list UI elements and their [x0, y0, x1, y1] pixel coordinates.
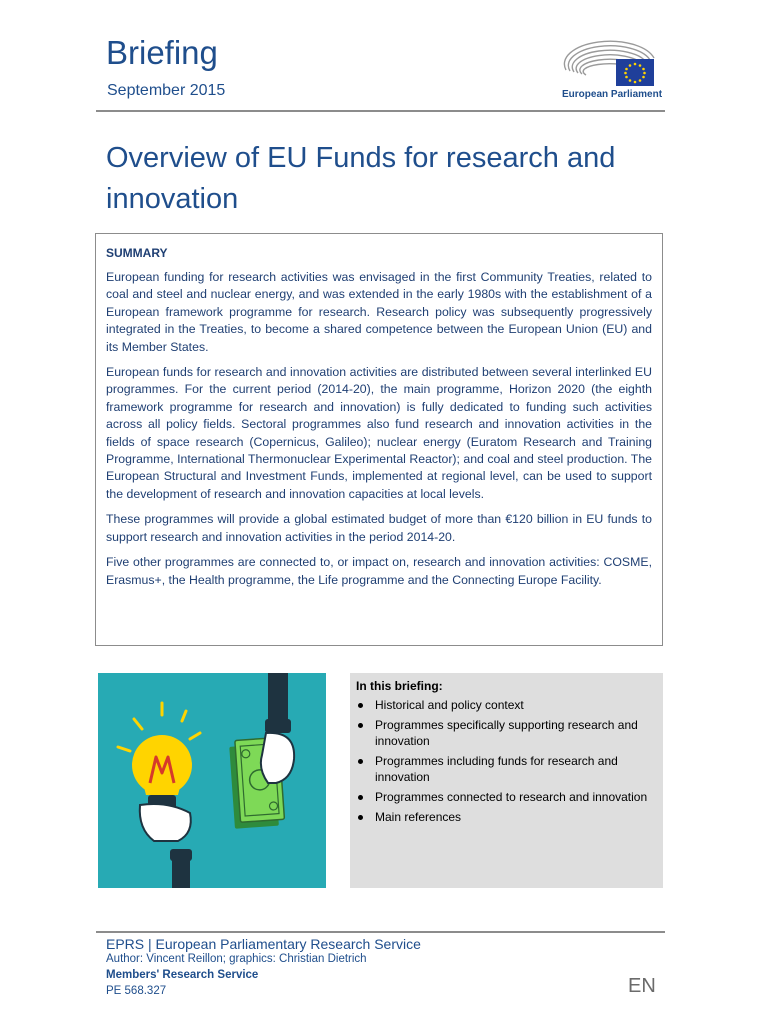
in-this-briefing-box	[350, 673, 663, 888]
toc-item	[356, 697, 655, 713]
footer-reference-number: PE 568.327	[106, 985, 167, 997]
bullet-icon	[358, 759, 363, 764]
footer-service-name: EPRS | European Parliamentary Research Service	[106, 936, 421, 952]
footer-author: Author: Vincent Reillon; graphics: Christian Dietrich	[106, 953, 367, 965]
summary-paragraph: European funding for research activities was envisaged in the first Community Treaties, related to coal and steel and nuclear energy, and was extended in the early 1980s with the establishment of a European framework programme for research. Research policy was subsequently progressively integrated in the Treaties, to become a shared competence between the European Union (EU) and its Member States.	[106, 270, 652, 354]
document-type: Briefing	[106, 34, 218, 71]
footer-unit: Members' Research Service	[106, 969, 259, 981]
summary-heading: SUMMARY	[106, 246, 168, 260]
logo-caption: European Parliament	[562, 89, 663, 100]
bullet-icon	[358, 795, 363, 800]
bullet-icon	[358, 703, 363, 708]
toc-item-label: Programmes specifically supporting research and innovation	[375, 718, 638, 748]
illustration-lightbulb-money	[98, 673, 326, 888]
summary-paragraph: These programmes will provide a global estimated budget of more than €120 billion in EU funds to support research and innovation activities in the period 2014-20.	[106, 512, 652, 544]
toc-item	[356, 789, 655, 805]
toc-item-label: Programmes connected to research and innovation	[375, 790, 648, 804]
footer-divider	[96, 931, 665, 933]
toc-item-label: Programmes including funds for research and innovation	[375, 754, 618, 784]
toc-item	[356, 753, 655, 785]
summary-paragraph: European funds for research and innovation activities are distributed between several interlinked EU programmes. For the current period (2014-20), the main programme, Horizon 2020 (the eighth framework programme for research and innovation) is fully dedicated to funding such activities across all policy fields. Sectoral programmes also fund research and innovation activities in the fields of space research (Copernicus, Galileo); nuclear energy (Euratom Research and Training Programme, International Thermonuclear Experimental Reactor); and coal and steel production. The European Structural and Investment Funds, implemented at regional level, can be used to support the development of research and innovation capacities at local levels.	[106, 365, 652, 501]
header-divider	[96, 110, 665, 112]
toc-item-label: Historical and policy context	[375, 698, 524, 712]
bullet-icon	[358, 815, 363, 820]
toc-item	[356, 809, 655, 825]
page-title: Overview of EU Funds for research and innovation	[106, 142, 616, 215]
toc-item	[356, 717, 655, 749]
bullet-icon	[358, 723, 363, 728]
summary-paragraph: Five other programmes are connected to, or impact on, research and innovation activities: COSME, Erasmus+, the Health programme, the Life programme and the Connecting Europe Facility.	[106, 555, 652, 587]
publication-date: September 2015	[107, 82, 226, 99]
toc-list	[356, 697, 655, 825]
language-code: EN	[628, 975, 656, 997]
toc-item-label: Main references	[375, 810, 462, 824]
toc-heading: In this briefing:	[356, 679, 443, 693]
summary-box	[95, 233, 663, 646]
